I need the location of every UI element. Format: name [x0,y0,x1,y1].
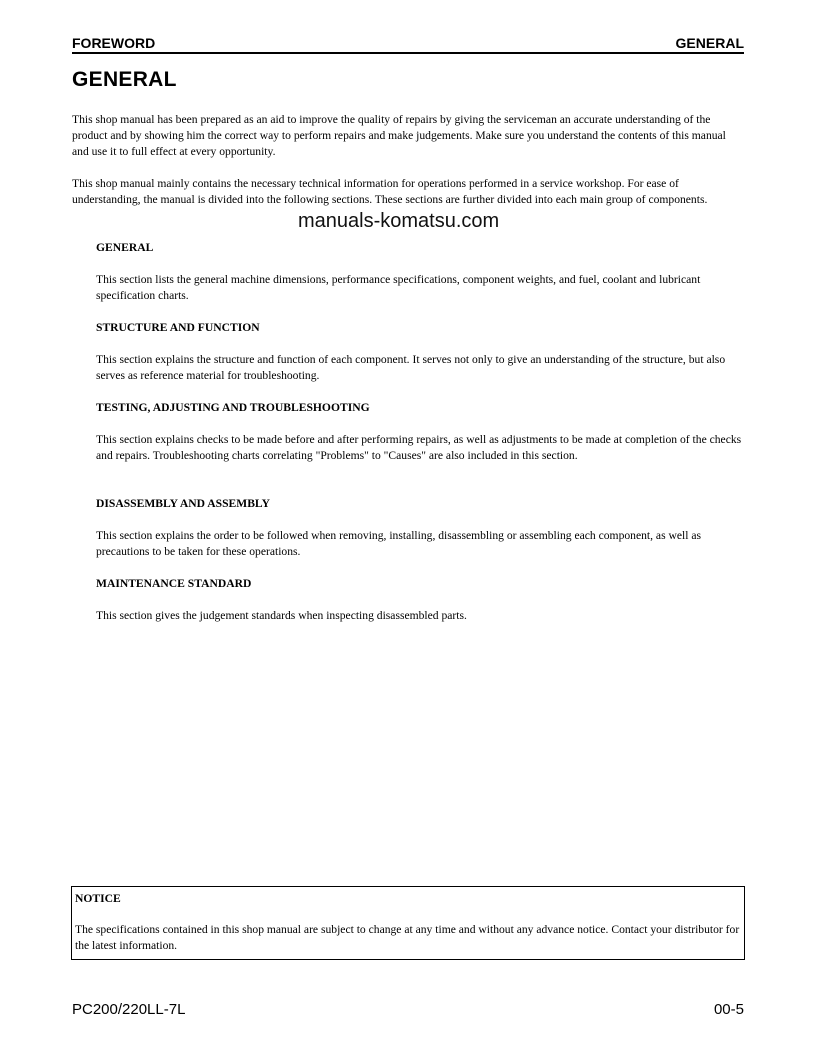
page-title: GENERAL [72,68,177,91]
section-text-structure: This section explains the structure and function of each component. It serves not only to give an understanding of the structure, but also serves as reference material for troubleshooting. [96,353,726,382]
page-footer [72,1000,744,1020]
section-heading-general: GENERAL [96,241,154,254]
header-chapter: FOREWORD [72,35,156,51]
intro-paragraph-1: This shop manual has been prepared as an aid to improve the quality of repairs by giving the serviceman an accurate understanding of the product and by showing him the correct way to perform repairs and make judgements. Make sure you understand the contents of this manual and use it to full effect at every opportunity. [72,113,726,158]
watermark: manuals-komatsu.com [298,210,500,232]
notice-box [71,886,745,960]
notice-text: The specifications contained in this shop manual are subject to change at any time and without any advance notice. Contact your distributor for the latest information. [75,923,740,952]
footer-model: PC200/220LL-7L [72,1001,186,1018]
notice-title: NOTICE [75,892,121,905]
intro-paragraph-2: This shop manual mainly contains the necessary technical information for operations performed in a service workshop. For ease of understanding, the manual is divided into the following sections. These sections are further divided into each main group of components. [72,177,708,206]
section-heading-testing: TESTING, ADJUSTING AND TROUBLESHOOTING [96,401,370,414]
running-header [72,34,744,54]
footer-page-number: 00-5 [713,1001,744,1018]
section-heading-maintenance: MAINTENANCE STANDARD [96,577,252,590]
header-section: GENERAL [675,35,744,51]
section-heading-structure: STRUCTURE AND FUNCTION [96,321,260,334]
section-text-general: This section lists the general machine dimensions, performance specifications, component weights, and fuel, coolant and lubricant specification charts. [96,273,701,302]
section-text-maintenance: This section gives the judgement standards when inspecting disassembled parts. [96,609,467,622]
section-text-disassembly: This section explains the order to be followed when removing, installing, disassembling or assembling each component, as well as precautions to be taken for these operations. [96,529,701,558]
section-heading-disassembly: DISASSEMBLY AND ASSEMBLY [96,497,270,510]
section-text-testing: This section explains checks to be made before and after performing repairs, as well as adjustments to be made at completion of the checks and repairs. Troubleshooting charts correlating "Problems" to "Causes" are also included in this section. [96,433,742,462]
